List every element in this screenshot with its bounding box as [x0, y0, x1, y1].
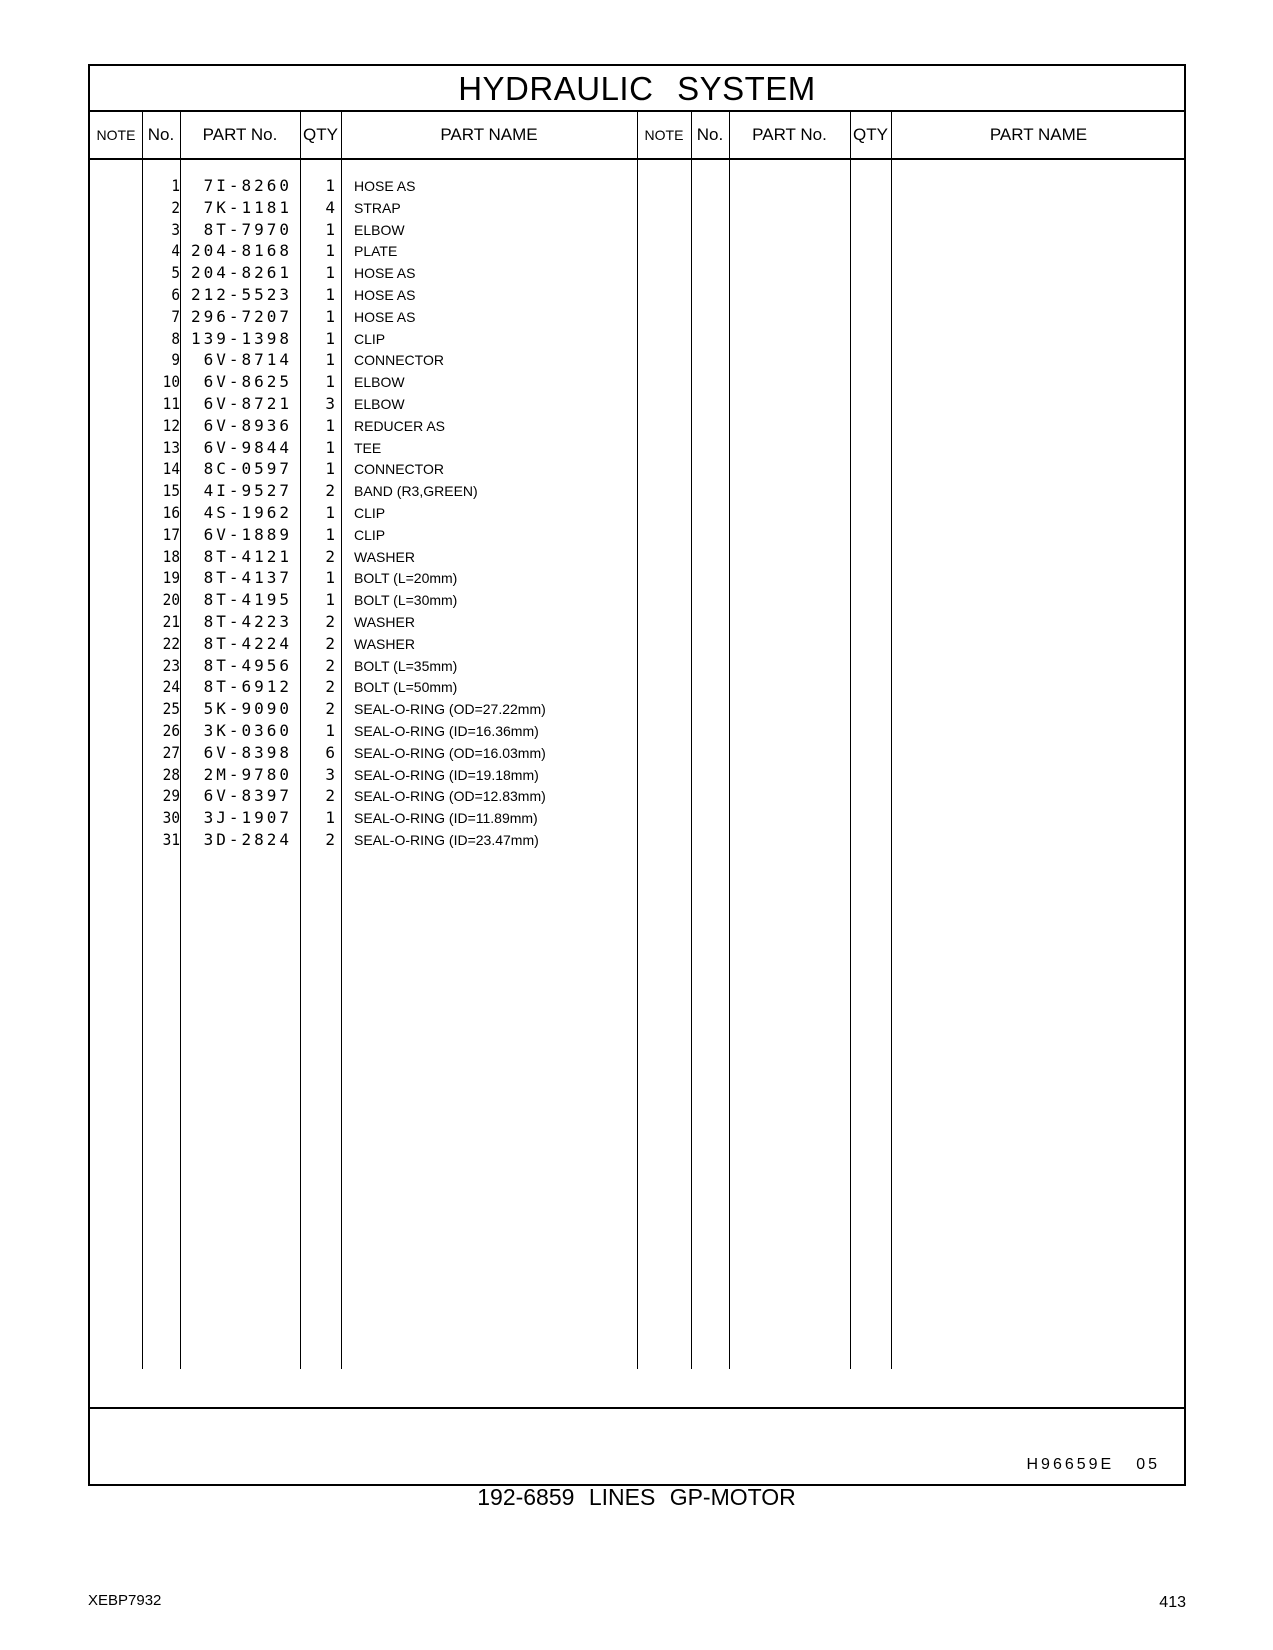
part-number: 8T-4224	[203, 633, 292, 653]
part-item-no: 2	[171, 197, 180, 217]
part-qty: 2	[325, 677, 335, 697]
part-name: HOSE AS	[354, 178, 416, 194]
part-name: ELBOW	[354, 374, 405, 391]
part-qty: 3	[325, 394, 335, 413]
part-number: 8T-4956	[203, 655, 292, 675]
part-qty: 1	[325, 503, 335, 522]
part-number: 6V-1889	[203, 524, 292, 544]
part-qty: 1	[325, 808, 335, 828]
part-number: 3K-0360	[203, 721, 292, 740]
part-name: BOLT (L=35mm)	[354, 657, 458, 674]
part-name: SEAL-O-RING (ID=16.36mm)	[354, 723, 539, 739]
header-part-name-right: PART NAME	[989, 125, 1088, 144]
part-item-no: 27	[162, 742, 180, 762]
part-name: CONNECTOR	[354, 461, 444, 478]
part-qty: 6	[325, 742, 335, 762]
revision: 05	[1136, 1456, 1160, 1473]
part-number: 4S-1962	[203, 503, 292, 522]
table-row	[90, 329, 1184, 352]
header-part-no-left: PART No.	[202, 125, 278, 144]
part-qty: 1	[325, 524, 335, 544]
part-qty: 2	[325, 699, 335, 719]
part-item-no: 26	[162, 721, 180, 740]
part-number: 8T-6912	[203, 677, 292, 697]
part-number: 6V-8625	[203, 372, 292, 392]
part-number: 8T-7970	[203, 219, 292, 239]
part-qty: 1	[325, 328, 335, 348]
group-title: 192-6859 LINES GP-MOTOR	[477, 1484, 796, 1510]
part-name: HOSE AS	[354, 265, 416, 282]
part-item-no: 1	[171, 176, 180, 195]
table-row	[90, 808, 1184, 831]
table-row	[90, 634, 1184, 657]
part-name: ELBOW	[354, 396, 405, 412]
part-number: 4I-9527	[203, 481, 292, 501]
part-name: SEAL-O-RING (OD=16.03mm)	[354, 744, 546, 761]
part-number: 5K-9090	[203, 699, 292, 719]
part-name: CLIP	[354, 330, 386, 347]
doc-id: XEBP7932	[88, 1592, 162, 1609]
part-item-no: 3	[171, 219, 180, 239]
table-row	[90, 612, 1184, 635]
part-qty: 4	[325, 197, 335, 217]
header-no-left: No.	[147, 125, 175, 144]
table-row	[90, 241, 1184, 264]
part-name: ELBOW	[354, 221, 405, 238]
part-item-no: 18	[162, 546, 180, 566]
part-name: SEAL-O-RING (ID=11.89mm)	[354, 810, 538, 827]
part-qty: 1	[325, 721, 335, 740]
part-name: SEAL-O-RING (ID=23.47mm)	[354, 832, 539, 848]
part-item-no: 19	[162, 568, 180, 588]
part-item-no: 16	[162, 503, 180, 522]
table-row	[90, 350, 1184, 373]
part-number: 3J-1907	[203, 808, 292, 828]
table-row	[90, 459, 1184, 482]
part-number: 139-1398	[190, 328, 292, 348]
part-number: 212-5523	[190, 285, 292, 304]
part-number: 8T-4223	[203, 612, 292, 631]
part-name: WASHER	[354, 614, 415, 630]
part-name: CLIP	[354, 526, 386, 543]
part-item-no: 17	[162, 524, 180, 544]
part-number: 6V-8936	[203, 415, 292, 435]
part-number: 6V-8721	[203, 394, 292, 413]
table-row	[90, 743, 1184, 766]
table-bottom-rule	[90, 1407, 1184, 1409]
part-name: CONNECTOR	[354, 352, 444, 369]
part-qty: 2	[325, 481, 335, 501]
part-name: SEAL-O-RING (OD=27.22mm)	[354, 701, 546, 718]
header-note-left: NOTE	[96, 127, 136, 143]
part-item-no: 13	[162, 437, 180, 457]
part-qty: 2	[325, 655, 335, 675]
part-qty: 2	[325, 612, 335, 631]
table-row	[90, 656, 1184, 679]
part-number: 6V-8397	[203, 786, 292, 806]
table-row	[90, 677, 1184, 700]
part-qty: 1	[325, 350, 335, 370]
part-qty: 3	[325, 764, 335, 784]
part-number: 7I-8260	[203, 176, 292, 195]
part-name: HOSE AS	[354, 308, 416, 325]
part-name: SEAL-O-RING (ID=19.18mm)	[354, 766, 539, 783]
part-name: BOLT (L=30mm)	[354, 592, 458, 609]
table-row	[90, 198, 1184, 221]
table-row	[90, 176, 1184, 199]
header-note-right: NOTE	[644, 127, 684, 143]
part-name: BOLT (L=20mm)	[354, 570, 458, 587]
part-qty: 1	[325, 437, 335, 457]
part-number: 3D-2824	[203, 830, 292, 849]
drawing-code: H96659E 05	[1026, 1456, 1160, 1473]
part-name: STRAP	[354, 199, 401, 216]
part-number: 7K-1181	[203, 197, 292, 217]
part-qty: 1	[325, 306, 335, 326]
header-no-right: No.	[696, 125, 724, 144]
header-part-name-left: PART NAME	[440, 125, 538, 144]
table-row	[90, 416, 1184, 439]
part-item-no: 22	[162, 633, 180, 653]
part-number: 8T-4137	[203, 568, 292, 588]
part-qty: 2	[325, 633, 335, 653]
part-item-no: 23	[162, 655, 180, 675]
part-qty: 1	[325, 415, 335, 435]
table-row	[90, 307, 1184, 330]
part-item-no: 31	[162, 830, 180, 849]
part-item-no: 9	[171, 350, 180, 370]
part-item-no: 28	[162, 764, 180, 784]
part-qty: 2	[325, 786, 335, 806]
part-qty: 1	[325, 590, 335, 610]
part-item-no: 11	[162, 394, 180, 413]
table-row	[90, 503, 1184, 526]
part-item-no: 30	[162, 808, 180, 828]
part-number: 6V-8714	[203, 350, 292, 370]
part-name: HOSE AS	[354, 287, 416, 303]
part-item-no: 7	[171, 306, 180, 326]
part-item-no: 24	[162, 677, 180, 697]
table-row	[90, 285, 1184, 308]
part-number: 6V-8398	[203, 742, 292, 762]
header-qty-right: QTY	[853, 125, 888, 144]
part-name: SEAL-O-RING (OD=12.83mm)	[354, 788, 546, 805]
part-item-no: 8	[171, 328, 180, 348]
table-row	[90, 525, 1184, 548]
header-part-no-right: PART No.	[752, 125, 827, 144]
table-row	[90, 394, 1184, 417]
part-number: 8T-4195	[203, 590, 292, 610]
part-number: 204-8261	[190, 263, 292, 283]
part-name: BOLT (L=50mm)	[354, 679, 458, 696]
part-number: 8C-0597	[203, 459, 292, 479]
table-row	[90, 721, 1184, 744]
part-name: REDUCER AS	[354, 417, 446, 434]
part-qty: 1	[325, 219, 335, 239]
table-row	[90, 263, 1184, 286]
table-row	[90, 568, 1184, 591]
part-item-no: 4	[171, 241, 180, 261]
part-name: WASHER	[354, 635, 415, 652]
part-name: BAND (R3,GREEN)	[354, 483, 478, 500]
part-qty: 1	[325, 285, 335, 304]
part-qty: 1	[325, 372, 335, 392]
section-title: HYDRAULIC SYSTEM	[90, 66, 1184, 112]
part-item-no: 25	[162, 699, 180, 719]
part-qty: 2	[325, 546, 335, 566]
part-item-no: 29	[162, 786, 180, 806]
part-qty: 1	[325, 176, 335, 195]
table-row	[90, 786, 1184, 809]
part-item-no: 20	[162, 590, 180, 610]
table-row	[90, 438, 1184, 461]
part-item-no: 21	[162, 612, 180, 631]
table-row	[90, 220, 1184, 243]
part-item-no: 5	[171, 263, 180, 283]
part-qty: 1	[325, 568, 335, 588]
table-row	[90, 372, 1184, 395]
part-qty: 2	[325, 830, 335, 849]
part-qty: 1	[325, 241, 335, 261]
header-qty-left: QTY	[303, 125, 338, 144]
table-row	[90, 481, 1184, 504]
part-item-no: 6	[171, 285, 180, 304]
part-name: PLATE	[354, 243, 398, 260]
part-item-no: 14	[162, 459, 180, 479]
table-row	[90, 699, 1184, 722]
parts-table-frame	[88, 64, 1186, 1486]
part-qty: 1	[325, 459, 335, 479]
table-row	[90, 765, 1184, 788]
part-item-no: 12	[162, 415, 180, 435]
part-name: TEE	[354, 439, 382, 456]
page-number: 413	[1159, 1594, 1186, 1611]
part-item-no: 10	[162, 372, 180, 392]
part-name: CLIP	[354, 505, 386, 521]
table-row	[90, 547, 1184, 570]
table-row	[90, 830, 1184, 853]
part-item-no: 15	[162, 481, 180, 501]
part-qty: 1	[325, 263, 335, 283]
part-number: 2M-9780	[203, 764, 292, 784]
part-number: 204-8168	[190, 241, 292, 261]
part-number: 8T-4121	[203, 546, 292, 566]
part-number: 296-7207	[190, 306, 292, 326]
part-name: WASHER	[354, 548, 415, 565]
table-row	[90, 590, 1184, 613]
part-number: 6V-9844	[203, 437, 292, 457]
